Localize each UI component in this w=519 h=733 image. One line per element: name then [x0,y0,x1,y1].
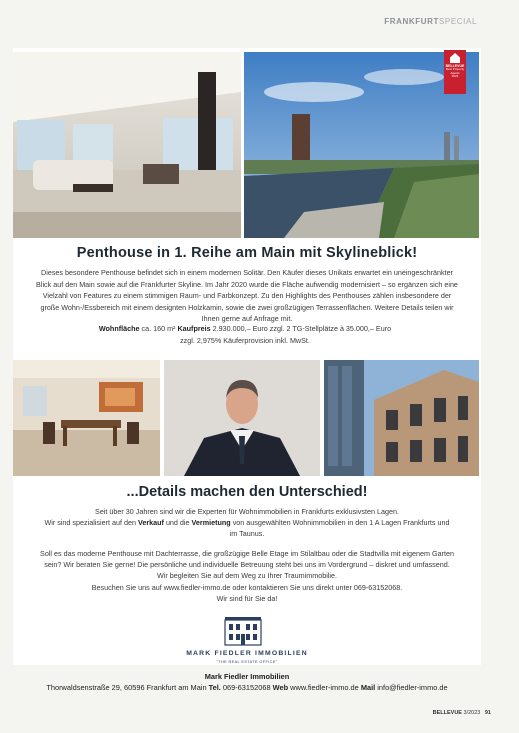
agency-title: ...Details machen den Unterschied! [126,484,368,500]
contact-line [13,683,481,692]
agency-p1-c: und die [165,518,190,527]
tel-number[interactable]: 069-63152068 [222,683,271,692]
section-header [384,17,477,26]
area-value: ca. 160 m² [141,324,176,333]
contact-name: Mark Fiedler Immobilien [204,672,290,681]
photo-dining-room [13,360,160,476]
area-label: Wohnfläche [98,324,140,333]
photo-building-facade [324,360,479,476]
badge-year: 2023 [451,74,459,79]
agency-p1-d: von ausgewählten Wohnimmobilien in den 1 A Lagen Frankfurts und im Taunus. [229,518,450,538]
agency-paragraph-3: Besuchen Sie uns auf www.fiedler-immo.de oder kontaktieren Sie uns direkt unter 069-63152068. [91,583,403,592]
web-link[interactable]: www.fiedler-immo.de [290,683,359,692]
page-footer [433,710,491,716]
commission: zzgl. 2,975% Käuferprovision inkl. MwSt. [180,335,310,345]
mail-label: Mail [360,683,376,692]
listing-facts [70,323,420,346]
firm-name: MARK FIEDLER IMMOBILIEN [186,650,308,657]
listing-description: Dieses besondere Penthouse befindet sich in einem modernen Solitär. Den Käufer dieses Unikats erwartet ein uneingeschränkter Blick auf den Main sowie auf die Frankfurter Skyline. Im Jahr 2020 wurde die Fläche aufwendig modernisiert – so ergänzen sich eine Vielzahl von Features zu einem stimmigen Raum- und Farbkonzept. Zu den Highlights des Penthouses zählen insbesondere der große Wohn-/Essbereich mit einem designten Holzkamin, sowie die zwei großzügigen Terrassenflächen. Weitere Details teilen wir Ihnen gerne auf Anfrage mit. [36,268,458,323]
firm-tagline: "THE REAL ESTATE OFFICE" [216,660,278,664]
section-special: SPECIAL [439,17,477,26]
footer-issue: 3/2023 [463,710,481,716]
footer-magazine: BELLEVUE [432,710,462,716]
badge-line1: Best Property [445,67,465,72]
badge-line2: Agents [450,70,460,75]
photo-living-room [13,52,241,238]
listing-title: Penthouse in 1. Reihe am Main mit Skylineblick! [76,245,418,261]
mail-link[interactable]: info@fiedler-immo.de [377,683,448,692]
agency-p1-vermietung: Vermietung [191,518,231,527]
badge-brand: BELLEVUE [445,64,465,68]
price-value: 2.930.000,– Euro zzgl. 2 TG-Stellplätze à 35.000,– Euro [212,324,392,333]
agency-paragraph-4: Wir sind für Sie da! [216,594,278,603]
award-badge [444,50,466,94]
building-logo-icon [224,616,262,646]
agency-p1-verkauf: Verkauf [137,518,164,527]
price-label: Kaufpreis [177,324,211,333]
web-label: Web [272,683,289,692]
house-logo-icon [450,53,460,63]
page-number: 91 [484,710,491,716]
agency-paragraph-1 [40,506,454,539]
section-name: FRANKFURT [384,17,439,26]
agency-p1-a: Seit über 30 Jahren sind wir die Experten für Wohnimmobilien in Frankfurts exklusivsten Lagen. [95,507,399,516]
tel-label: Tel. [208,683,221,692]
agency-paragraph-2: Soll es das moderne Penthouse mit Dachterrasse, die großzügige Belle Etage im Stilaltbau oder die Stadtvilla mit eigenem Garten sein? Wir beraten Sie gerne! Die persönliche und individuelle Betreuung steht bei uns im Vordergrund – diskret und umfassend. Wir begleiten Sie auf dem Weg zu Ihrer Traumimmobilie. [40,549,454,580]
agency-p1-b: Wir sind spezialisiert auf den [44,518,136,527]
photo-agent-portrait [164,360,320,476]
contact-address: Thorwaldsenstraße 29, 60596 Frankfurt am Main [46,683,207,692]
